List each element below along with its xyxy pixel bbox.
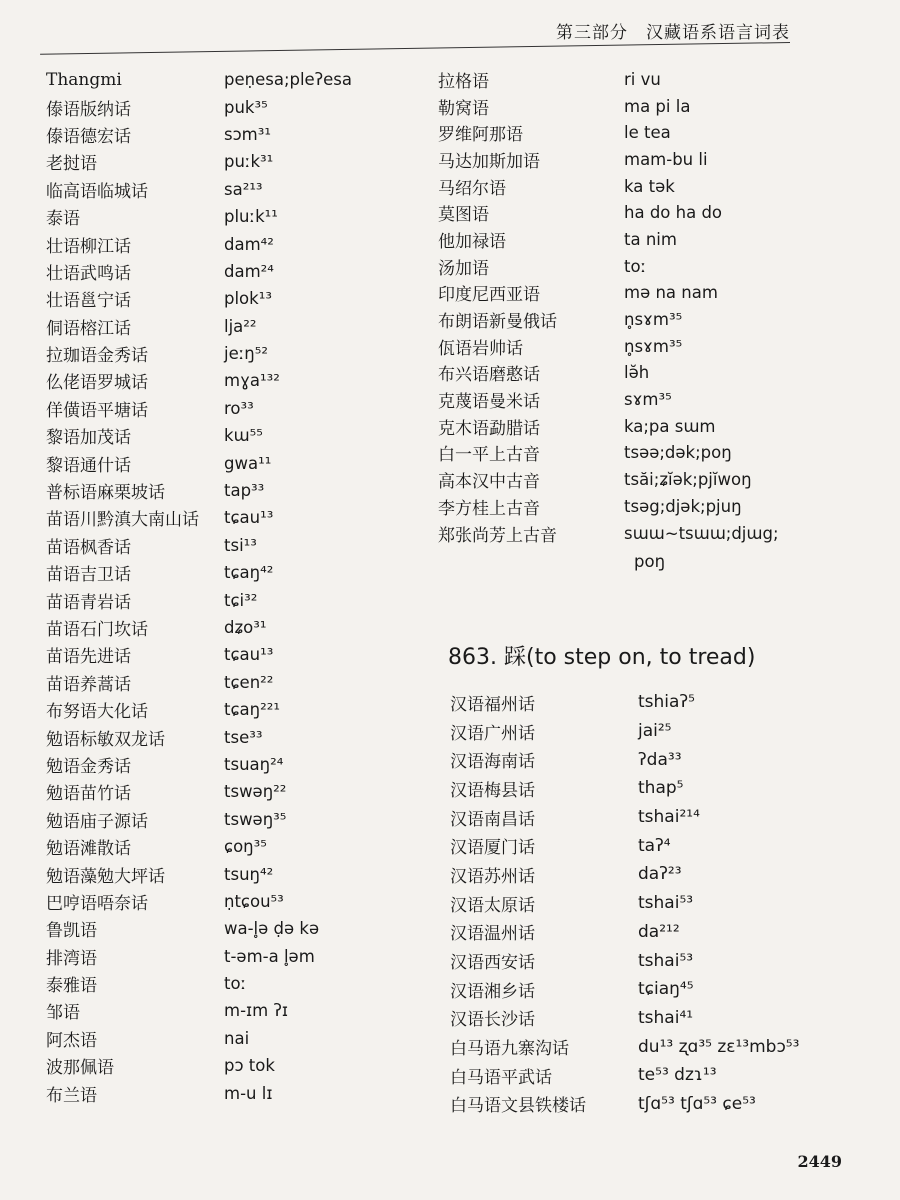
word-form: daʔ²³ <box>638 864 682 885</box>
language-name: 侗语榕江话 <box>46 318 131 339</box>
list-item <box>438 493 858 520</box>
language-name: 佤语岩帅话 <box>438 338 523 359</box>
word-form: dʑo³¹ <box>224 618 267 637</box>
language-name: 勉语庙子源话 <box>46 811 148 832</box>
language-name: 勒窝语 <box>438 98 489 119</box>
continuation-form: poŋ <box>634 551 666 571</box>
list-item <box>46 943 406 970</box>
language-name: 老挝语 <box>46 154 97 175</box>
word-form: taʔ⁴ <box>638 835 671 856</box>
list-item <box>438 306 858 333</box>
list-item <box>46 669 406 696</box>
list-item <box>450 831 870 860</box>
list-item <box>450 1090 870 1119</box>
language-name: 泰语 <box>46 209 80 230</box>
list-item <box>46 559 406 586</box>
language-name: 苗语吉卫话 <box>46 565 131 586</box>
language-name: 壮语武鸣话 <box>46 263 131 284</box>
language-name: 汉语西安话 <box>450 953 535 974</box>
list-item <box>438 413 858 440</box>
word-form: jeːŋ⁵² <box>224 344 268 364</box>
word-form: nai <box>224 1028 250 1048</box>
language-name: 苗语枫香话 <box>46 537 131 558</box>
list-item <box>438 280 858 307</box>
list-item <box>438 520 858 547</box>
list-item <box>46 477 406 504</box>
list-item <box>46 614 406 641</box>
list-item <box>438 146 858 173</box>
language-name: 汉语太原话 <box>450 895 535 916</box>
word-form: tsuŋ⁴² <box>224 864 274 884</box>
list-item <box>438 93 858 120</box>
language-name: 苗语养蒿话 <box>46 674 131 695</box>
running-header <box>40 10 790 43</box>
list-item <box>438 440 858 467</box>
word-form: jai²⁵ <box>638 721 672 742</box>
language-name: 马达加斯加语 <box>438 151 540 172</box>
list-item <box>46 285 406 312</box>
page-number: 2449 <box>797 1152 842 1171</box>
language-name: 拉格语 <box>438 71 489 92</box>
language-name: 波那佩语 <box>46 1058 114 1079</box>
language-name: 勉语苗竹话 <box>46 784 131 805</box>
list-item <box>450 1061 870 1090</box>
word-form: tswəŋ²² <box>224 782 287 802</box>
word-form: puk³⁵ <box>224 97 268 117</box>
word-form: kɯ⁵⁵ <box>224 426 263 446</box>
list-item <box>450 1032 870 1061</box>
list-item <box>46 888 406 915</box>
language-name: 勉语标敏双龙话 <box>46 729 165 750</box>
list-item <box>46 696 406 723</box>
word-form: lə̆h <box>624 363 650 383</box>
word-form: tswəŋ³⁵ <box>224 809 287 829</box>
language-name: 白马语九寨沟话 <box>450 1039 569 1060</box>
language-name: 高本汉中古音 <box>438 472 540 493</box>
language-name: 汉语温州话 <box>450 924 535 945</box>
language-name: 苗语青岩话 <box>46 592 131 613</box>
language-name: 邹语 <box>46 1003 80 1024</box>
list-item <box>46 66 406 93</box>
list-item <box>46 203 406 230</box>
language-name: 拉珈语金秀话 <box>46 346 148 367</box>
word-form: mam-bu li <box>624 149 708 169</box>
word-form: ka;pa sɯm <box>624 416 716 436</box>
list-item <box>46 121 406 148</box>
word-form: tɕi³² <box>224 590 258 610</box>
word-form: sɤm³⁵ <box>624 390 672 410</box>
right-continuation <box>438 546 858 576</box>
word-form: tɕen²² <box>224 672 274 692</box>
language-name: 汉语海南话 <box>450 752 535 773</box>
language-name: 莫图语 <box>438 205 489 226</box>
list-item <box>450 745 870 774</box>
word-form: m-u lɪ <box>224 1083 273 1103</box>
list-item <box>450 1004 870 1033</box>
list-item <box>46 1025 406 1052</box>
word-form: m-ɪm ʔɪ <box>224 1001 289 1021</box>
word-form: ʔda³³ <box>638 749 682 770</box>
word-form: puːk³¹ <box>224 152 274 172</box>
language-name: 汉语湘乡话 <box>450 981 535 1002</box>
language-name: Thangmi <box>46 69 122 90</box>
language-name: 勉语金秀话 <box>46 756 131 777</box>
list-item <box>450 803 870 832</box>
header-rule <box>40 42 790 55</box>
entry-heading <box>448 640 755 671</box>
language-name: 汤加语 <box>438 258 489 279</box>
list-item <box>46 997 406 1024</box>
list-item <box>46 367 406 394</box>
list-item <box>46 313 406 340</box>
word-form: ro³³ <box>224 398 254 418</box>
language-name: 泰雅语 <box>46 976 97 997</box>
language-name: 马绍尔语 <box>438 178 506 199</box>
word-form: tshai²¹⁴ <box>638 807 700 828</box>
list-item <box>438 226 858 253</box>
list-item <box>46 723 406 750</box>
language-name: 鲁凯语 <box>46 921 97 942</box>
language-name: 临高语临城话 <box>46 181 148 202</box>
word-form: gwa¹¹ <box>224 453 272 473</box>
list-item <box>438 466 858 493</box>
word-form: ta nim <box>624 229 677 249</box>
list-item <box>46 340 406 367</box>
language-name: 壮语柳江话 <box>46 236 131 257</box>
language-name: 布兰语 <box>46 1085 97 1106</box>
word-form: mə na nam <box>624 283 718 303</box>
language-name: 仫佬语罗城话 <box>46 373 148 394</box>
language-name: 罗维阿那语 <box>438 125 523 146</box>
language-name: 汉语南昌话 <box>450 809 535 830</box>
word-form: tshai⁵³ <box>638 950 694 971</box>
list-item <box>46 449 406 476</box>
word-form: peṇesa;pleʔesa <box>224 70 352 90</box>
list-item <box>46 915 406 942</box>
language-name: 白一平上古音 <box>438 445 540 466</box>
language-name: 苗语先进话 <box>46 647 131 668</box>
word-form: ri vu <box>624 69 661 89</box>
word-form: ɕoŋ³⁵ <box>224 837 267 857</box>
language-name: 普标语麻栗坡话 <box>46 483 165 504</box>
list-item <box>46 395 406 422</box>
language-name: 勉语滩散话 <box>46 839 131 860</box>
word-form: t-əm-a l̥əm <box>224 946 315 966</box>
language-name: 李方桂上古音 <box>438 498 540 519</box>
word-form: sɯɯ~tsɯɯ;djɯg; <box>624 523 779 543</box>
word-form: mɣa¹³² <box>224 371 280 391</box>
list-item <box>438 119 858 146</box>
word-form: wa-l̥ə ḍə kə <box>224 919 320 939</box>
language-name: 布兴语磨憨话 <box>438 365 540 386</box>
word-form: tsi¹³ <box>224 535 257 555</box>
word-form: tsəg;djək;pjuŋ <box>624 496 742 516</box>
word-form: te⁵³ dzɿ¹³ <box>638 1065 717 1086</box>
language-name: 黎语加茂话 <box>46 428 131 449</box>
language-name: 巴哼语唔奈话 <box>46 893 148 914</box>
list-item <box>450 717 870 746</box>
list-item <box>438 386 858 413</box>
language-name: 印度尼西亚语 <box>438 285 540 306</box>
word-form: dam⁴² <box>224 234 274 254</box>
word-form: tɕiaŋ⁴⁵ <box>638 979 694 1000</box>
language-name: 汉语长沙话 <box>450 1010 535 1031</box>
list-item <box>46 93 406 120</box>
list-item <box>438 333 858 360</box>
word-form: dam²⁴ <box>224 261 274 281</box>
language-name: 苗语石门坎话 <box>46 620 148 640</box>
right-rows <box>438 66 858 546</box>
language-name: 布努语大化话 <box>46 702 148 723</box>
word-form: le tea <box>624 123 671 143</box>
list-item <box>450 889 870 918</box>
list-item <box>438 253 858 280</box>
right-column <box>438 66 858 576</box>
language-name: 壮语邕宁话 <box>46 291 131 312</box>
list-item <box>46 641 406 668</box>
word-form: toː <box>624 256 647 276</box>
list-item <box>46 258 406 285</box>
word-form: sa²¹³ <box>224 179 263 199</box>
word-form: tɕaŋ²²¹ <box>224 700 280 720</box>
word-form: tsuaŋ²⁴ <box>224 754 284 774</box>
entry-title-text: 踩(to step on, to tread) <box>503 645 756 670</box>
word-form: ka tək <box>624 176 675 196</box>
language-name: 他加禄语 <box>438 231 506 252</box>
list-item <box>438 360 858 387</box>
word-form: tshiaʔ⁵ <box>638 692 695 713</box>
list-item <box>450 918 870 947</box>
word-form: sɔm³¹ <box>224 124 271 144</box>
list-item <box>46 504 406 531</box>
entry-863-list <box>450 688 870 1118</box>
list-item <box>438 66 858 93</box>
list-item <box>438 173 858 200</box>
list-item <box>46 532 406 559</box>
list-item <box>46 422 406 449</box>
language-name: 汉语广州话 <box>450 723 535 744</box>
language-name: 布朗语新曼俄话 <box>438 312 557 333</box>
word-form: tse³³ <box>224 727 263 747</box>
word-form: tʃɑ⁵³ tʃɑ⁵³ ɕe⁵³ <box>638 1093 756 1114</box>
language-name: 傣语德宏话 <box>46 126 131 147</box>
list-item <box>450 774 870 803</box>
list-item <box>46 833 406 860</box>
list-item <box>46 230 406 257</box>
language-name: 克木语勐腊话 <box>438 418 540 439</box>
word-form: tshai⁴¹ <box>638 1007 694 1028</box>
language-name: 汉语梅县话 <box>450 780 535 801</box>
list-item <box>46 148 406 175</box>
word-form: pluːk¹¹ <box>224 207 278 227</box>
list-item <box>450 688 870 717</box>
language-name: 佯僙语平塘话 <box>46 400 148 421</box>
word-form: pɔ tok <box>224 1056 275 1076</box>
language-name: 白马语文县铁楼话 <box>450 1096 586 1117</box>
word-form: tɕau¹³ <box>224 645 274 665</box>
word-form: tsăi;ʑĭək;pjĭwoŋ <box>624 470 752 490</box>
list-item <box>46 778 406 805</box>
language-name: 黎语通什话 <box>46 455 131 476</box>
list-item <box>46 751 406 778</box>
word-form: ma pi la <box>624 96 691 116</box>
word-form: tɕau¹³ <box>224 508 274 528</box>
language-name: 克蔑语曼米话 <box>438 392 540 413</box>
list-item <box>46 586 406 613</box>
list-item <box>46 176 406 203</box>
word-form: n̥sɤm³⁵ <box>624 336 683 356</box>
word-form: tɕaŋ⁴² <box>224 563 274 583</box>
entry-number: 863. <box>448 645 497 670</box>
word-form: lja²² <box>224 316 257 336</box>
language-name: 汉语厦门话 <box>450 838 535 859</box>
word-form: du¹³ ʐɑ³⁵ zɛ¹³mbɔ⁵³ <box>638 1036 800 1057</box>
language-name: 郑张尚芳上古音 <box>438 525 557 546</box>
word-form: thap⁵ <box>638 778 684 799</box>
word-form: da²¹² <box>638 921 680 942</box>
list-item <box>450 946 870 975</box>
word-form: tsəə;dək;poŋ <box>624 443 732 463</box>
list-item <box>46 970 406 997</box>
language-name: 苗语川黔滇大南山话 <box>46 510 199 531</box>
language-name: 勉语藻勉大坪话 <box>46 866 165 887</box>
language-name: 汉语福州话 <box>450 694 535 715</box>
word-form: plok¹³ <box>224 289 272 309</box>
word-form: tshai⁵³ <box>638 893 694 914</box>
list-item <box>46 1079 406 1106</box>
list-item <box>450 860 870 889</box>
left-column <box>46 66 406 1107</box>
language-name: 排湾语 <box>46 948 97 969</box>
header-title: 第三部分 汉藏语系语言词表 <box>556 23 790 43</box>
list-item <box>46 860 406 887</box>
language-name: 阿杰语 <box>46 1030 97 1051</box>
word-form: tap³³ <box>224 481 265 501</box>
language-name: 白马语平武话 <box>450 1067 552 1088</box>
word-form: toː <box>224 974 247 994</box>
language-name: 傣语版纳话 <box>46 99 131 120</box>
word-form: ha do ha do <box>624 203 723 223</box>
list-item <box>438 199 858 226</box>
list-item <box>46 1052 406 1079</box>
word-form: ṇtɕou⁵³ <box>224 891 284 911</box>
list-item <box>46 806 406 833</box>
word-form: n̥sɤm³⁵ <box>624 310 683 330</box>
list-item <box>450 975 870 1004</box>
language-name: 汉语苏州话 <box>450 866 535 887</box>
